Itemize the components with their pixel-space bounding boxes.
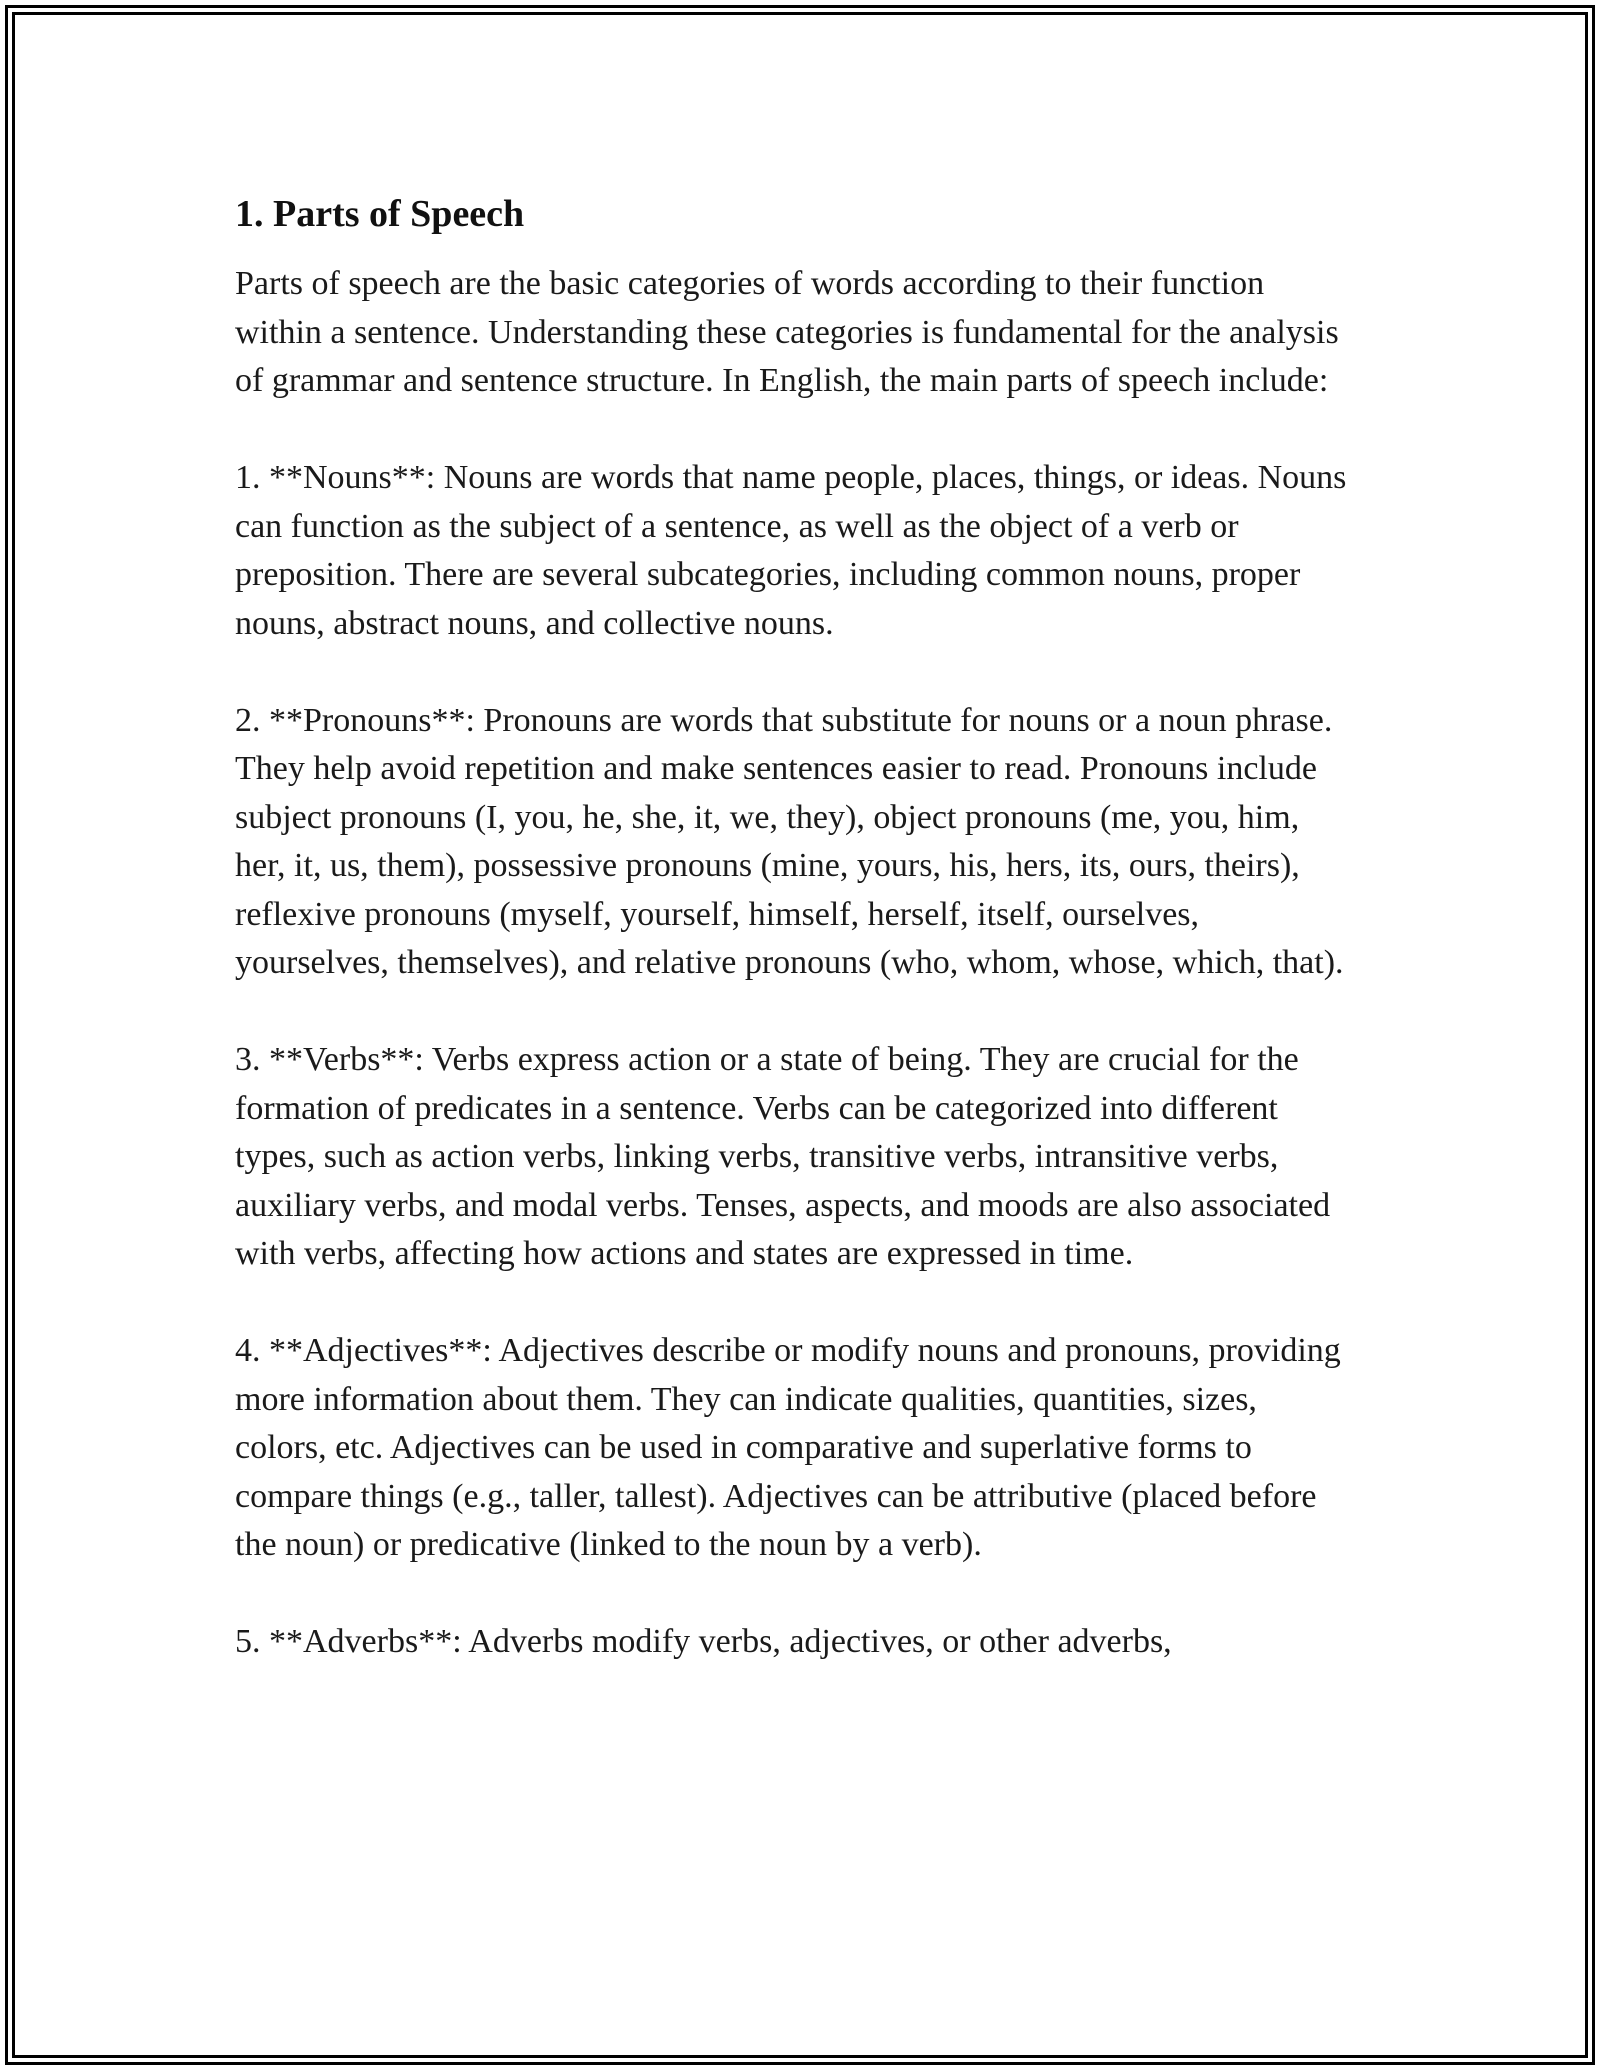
document-page xyxy=(235,178,1355,1715)
pronouns-paragraph: 2. **Pronouns**: Pronouns are words that substitute for nouns or a noun phrase. They help avoid repetition and make sentences easier to read. Pronouns include subject pronouns (I, you, he, she, it, we, they), object pronouns (me, you, him, her, it, us, them), possessive pronouns (mine, yours, his, hers, its, ours, theirs), reflexive pronouns (myself, yourself, himself, herself, itself, ourselves, yourselves, themselves), and relative pronouns (who, whom, whose, which, that). xyxy=(235,701,1344,981)
intro-paragraph: Parts of speech are the basic categories of words according to their function within a sentence. Understanding these categories is fundamental for the analysis of grammar and sentence structure. In English, the main parts of speech include: xyxy=(235,265,1339,399)
adverbs-paragraph: 5. **Adverbs**: Adverbs modify verbs, adjectives, or other adverbs, xyxy=(235,1623,1172,1660)
adjectives-paragraph: 4. **Adjectives**: Adjectives describe or modify nouns and pronouns, providing more information about them. They can indicate qualities, quantities, sizes, colors, etc. Adjectives can be used in comparative and superlative forms to compare things (e.g., taller, tallest). Adjectives can be attributive (placed before the noun) or predicative (linked to the noun by a verb). xyxy=(235,1332,1341,1563)
nouns-paragraph: 1. **Nouns**: Nouns are words that name people, places, things, or ideas. Nouns can function as the subject of a sentence, as well as the object of a verb or preposition. There are several subcategories, including common nouns, proper nouns, abstract nouns, and collective nouns. xyxy=(235,459,1347,642)
verbs-paragraph: 3. **Verbs**: Verbs express action or a state of being. They are crucial for the formation of predicates in a sentence. Verbs can be categorized into different types, such as action verbs, linking verbs, transitive verbs, intransitive verbs, auxiliary verbs, and modal verbs. Tenses, aspects, and moods are also associated with verbs, affecting how actions and states are expressed in time. xyxy=(235,1041,1331,1272)
section-heading: 1. Parts of Speech xyxy=(235,193,525,235)
